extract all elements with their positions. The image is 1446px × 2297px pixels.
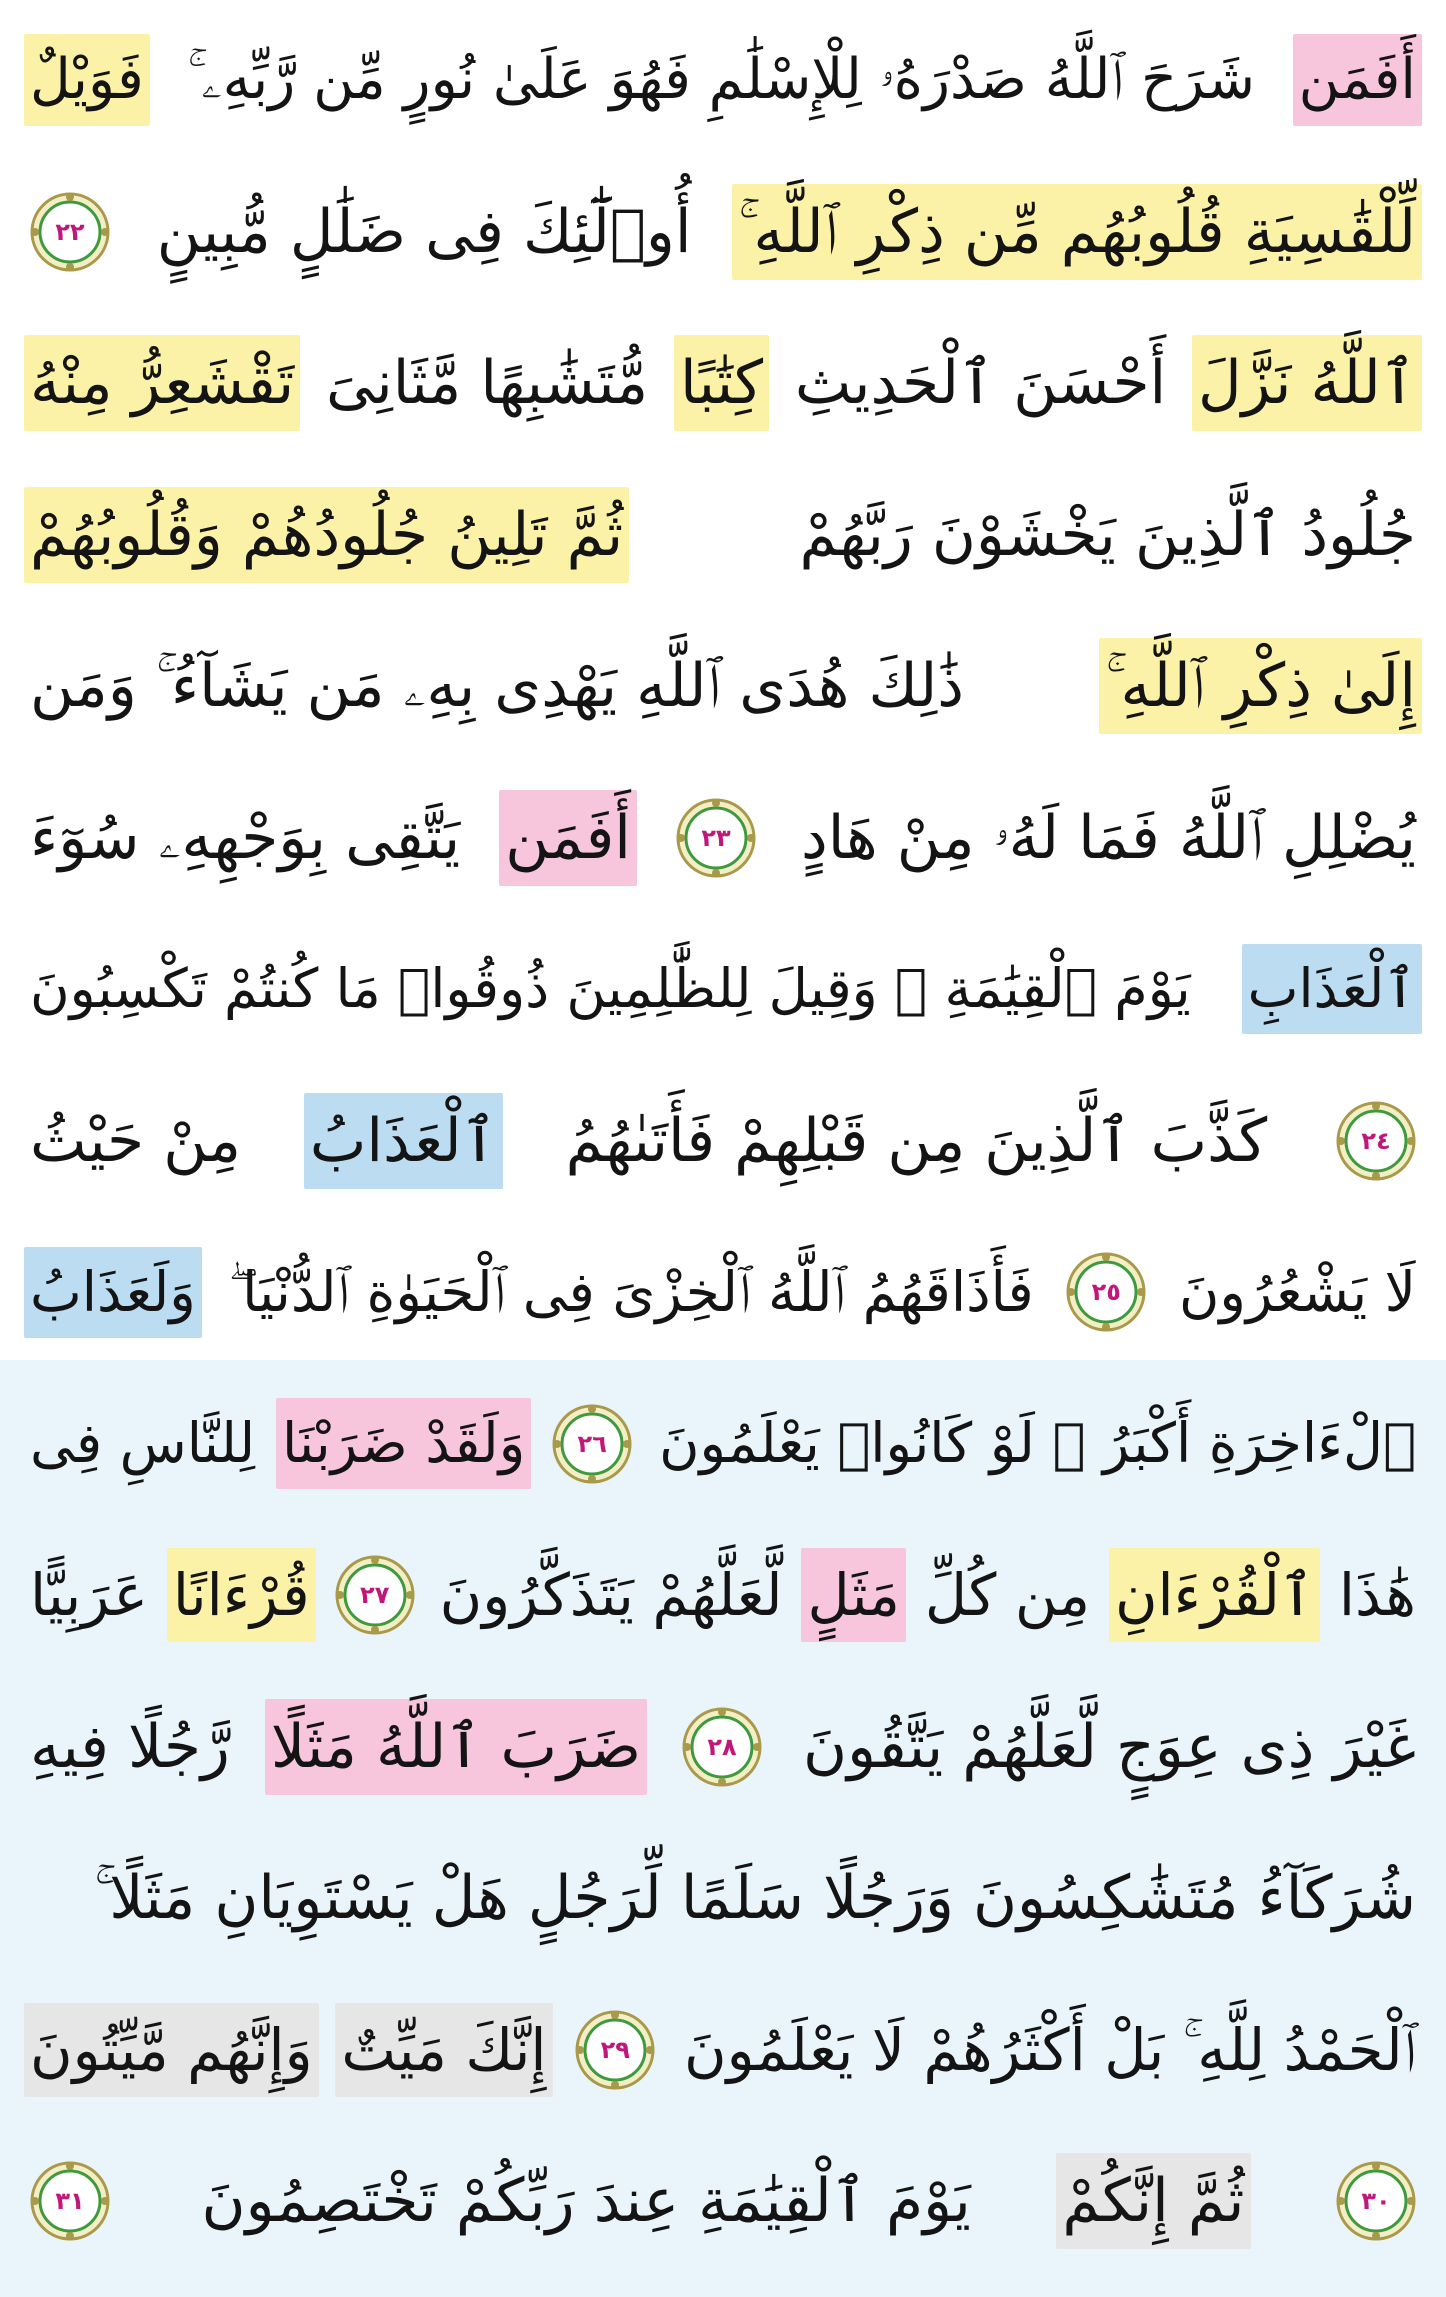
ayah-number: ٢٩	[600, 2035, 630, 2064]
verse-line	[24, 1071, 1422, 1211]
verse-text: مِن كُلِّ	[924, 1561, 1091, 1629]
highlighted-phrase: ثُمَّ تَلِينُ جُلُودُهُمْ وَقُلُوبُهُمْ	[24, 487, 629, 583]
verse-line	[24, 10, 1422, 150]
highlighted-phrase: كِتَٰبًا	[674, 335, 769, 431]
ayah-number-marker	[573, 2008, 657, 2092]
ayah-number: ٣٠	[1361, 2187, 1391, 2215]
verse-line	[24, 465, 1422, 605]
verse-text: لَا يَشْعُرُونَ	[1178, 1259, 1416, 1324]
verse-line	[24, 768, 1422, 908]
highlighted-phrase: ٱللَّهُ نَزَّلَ	[1192, 335, 1422, 431]
ayah-number-marker	[680, 1705, 764, 1789]
highlighted-phrase: مَثَلٍ	[801, 1548, 906, 1642]
ayah-number: ٢٤	[1361, 1126, 1391, 1155]
ayah-number-marker	[1064, 1250, 1148, 1334]
ayah-number: ٢٥	[1091, 1278, 1121, 1306]
verse-line	[24, 2131, 1422, 2271]
verse-text: رَّجُلًا فِيهِ	[30, 1711, 230, 1782]
verse-text: أَحْسَنَ ٱلْحَدِيثِ	[794, 348, 1167, 418]
verse-text: غَيْرَ ذِى عِوَجٍ لَّعَلَّهُمْ يَتَّقُونَ	[803, 1711, 1416, 1782]
ayah-number-marker	[1334, 1099, 1418, 1183]
verse-text: شَرَحَ ٱللَّهُ صَدْرَهُۥ لِلْإِسْلَٰمِ فَهُوَ عَلَىٰ نُورٍ مِّن رَّبِّهِۦ ۚ	[187, 47, 1255, 112]
highlighted-phrase: إِلَىٰ ذِكْرِ ٱللَّهِ ۚ	[1099, 638, 1422, 734]
highlighted-phrase: وَإِنَّهُم مَّيِّتُونَ	[24, 2003, 319, 2097]
ayah-number-marker	[28, 190, 112, 274]
verse-text: يُضْلِلِ ٱللَّهُ فَمَا لَهُۥ مِنْ هَادٍ	[801, 802, 1416, 873]
verse-text: لَّعَلَّهُمْ يَتَذَكَّرُونَ	[439, 1561, 783, 1629]
verse-line	[24, 1525, 1422, 1665]
highlighted-phrase: أَفَمَن	[1293, 34, 1422, 126]
verse-text: ذَٰلِكَ هُدَى ٱللَّهِ يَهْدِى بِهِۦ مَن يَشَآءُ ۚ وَمَن	[30, 651, 965, 721]
verse-text: فَأَذَاقَهُمُ ٱللَّهُ ٱلْخِزْىَ فِى ٱلْحَيَوٰةِ ٱلدُّنْيَا ۖ	[228, 1259, 1034, 1324]
verse-text: كَذَّبَ ٱلَّذِينَ مِن قَبْلِهِمْ فَأَتَىٰهُمُ	[565, 1105, 1268, 1176]
verse-line	[24, 1980, 1422, 2120]
verse-line	[24, 1222, 1422, 1362]
highlighted-phrase: ٱلْعَذَابِ	[1242, 944, 1422, 1034]
verse-line	[24, 313, 1422, 453]
highlighted-phrase: فَوَيْلٌ	[24, 34, 150, 126]
ayah-number-marker	[1334, 2159, 1418, 2243]
ayah-number-marker	[674, 796, 758, 880]
ayah-number: ٢٨	[707, 1732, 737, 1761]
ayah-number: ٢٦	[577, 1429, 607, 1458]
verse-line	[24, 919, 1422, 1059]
verse-text: ٱلْحَمْدُ لِلَّهِ ۚ بَلْ أَكْثَرُهُمْ لَا يَعْلَمُونَ	[684, 2015, 1416, 2084]
highlighted-phrase: وَلَعَذَابُ	[24, 1247, 202, 1338]
verse-text: هَٰذَا	[1338, 1561, 1416, 1629]
highlighted-phrase: ٱلْعَذَابُ	[304, 1093, 503, 1189]
verse-text: أُو۟لَٰٓئِكَ فِى ضَلَٰلٍ مُّبِينٍ	[156, 196, 692, 267]
verse-line	[24, 616, 1422, 756]
verse-text: مِنْ حَيْثُ	[30, 1105, 242, 1176]
verse-text: لِلنَّاسِ فِى	[30, 1411, 256, 1475]
highlighted-phrase: ثُمَّ إِنَّكُمْ	[1056, 2153, 1250, 2249]
verse-line	[24, 1828, 1422, 1968]
highlighted-phrase: لِّلْقَٰسِيَةِ قُلُوبُهُم مِّن ذِكْرِ ٱللَّهِ ۚ	[732, 184, 1422, 280]
highlighted-phrase: إِنَّكَ مَيِّتٌ	[335, 2003, 552, 2097]
verse-text: مُّتَشَٰبِهًا مَّثَانِىَ	[326, 348, 649, 418]
ayah-number-marker	[550, 1402, 634, 1486]
highlighted-phrase: قُرْءَانًا	[167, 1548, 316, 1642]
highlighted-phrase: ضَرَبَ ٱللَّهُ مَثَلًا	[265, 1699, 647, 1795]
ayah-number: ٢٢	[55, 217, 85, 246]
highlighted-phrase: أَفَمَن	[499, 790, 637, 886]
verse-line	[24, 1374, 1422, 1514]
verse-text: يَوْمَ ٱلْقِيَٰمَةِ عِندَ رَبِّكُمْ تَخْتَصِمُونَ	[201, 2166, 971, 2236]
verse-line	[24, 162, 1422, 302]
verse-text: شُرَكَآءُ مُتَشَٰكِسُونَ وَرَجُلًا سَلَمًا لِّرَجُلٍ هَلْ يَسْتَوِيَانِ مَثَلًا ۚ	[94, 1863, 1416, 1933]
ayah-number: ٢٣	[701, 823, 731, 852]
verse-text: جُلُودُ ٱلَّذِينَ يَخْشَوْنَ رَبَّهُمْ	[799, 499, 1416, 570]
ayah-number: ٣١	[55, 2187, 85, 2215]
ayah-number-marker	[28, 2159, 112, 2243]
ayah-number: ٢٧	[360, 1581, 390, 1609]
verse-line	[24, 1677, 1422, 1817]
verse-text: يَوْمَ ٱلْقِيَٰمَةِ ۚ وَقِيلَ لِلظَّٰلِمِينَ ذُوقُوا۟ مَا كُنتُمْ تَكْسِبُونَ	[30, 957, 1191, 1020]
verse-text: ٱلْءَاخِرَةِ أَكْبَرُ ۚ لَوْ كَانُوا۟ يَعْلَمُونَ	[659, 1411, 1416, 1475]
highlighted-phrase: ٱلْقُرْءَانِ	[1109, 1548, 1320, 1642]
highlighted-phrase: وَلَقَدْ ضَرَبْنَا	[276, 1398, 531, 1489]
highlighted-phrase: تَقْشَعِرُّ مِنْهُ	[24, 335, 300, 431]
verse-text: عَرَبِيًّا	[30, 1561, 148, 1629]
ayah-number-marker	[333, 1553, 417, 1637]
verse-text: يَتَّقِى بِوَجْهِهِۦ سُوٓءَ	[30, 802, 461, 873]
